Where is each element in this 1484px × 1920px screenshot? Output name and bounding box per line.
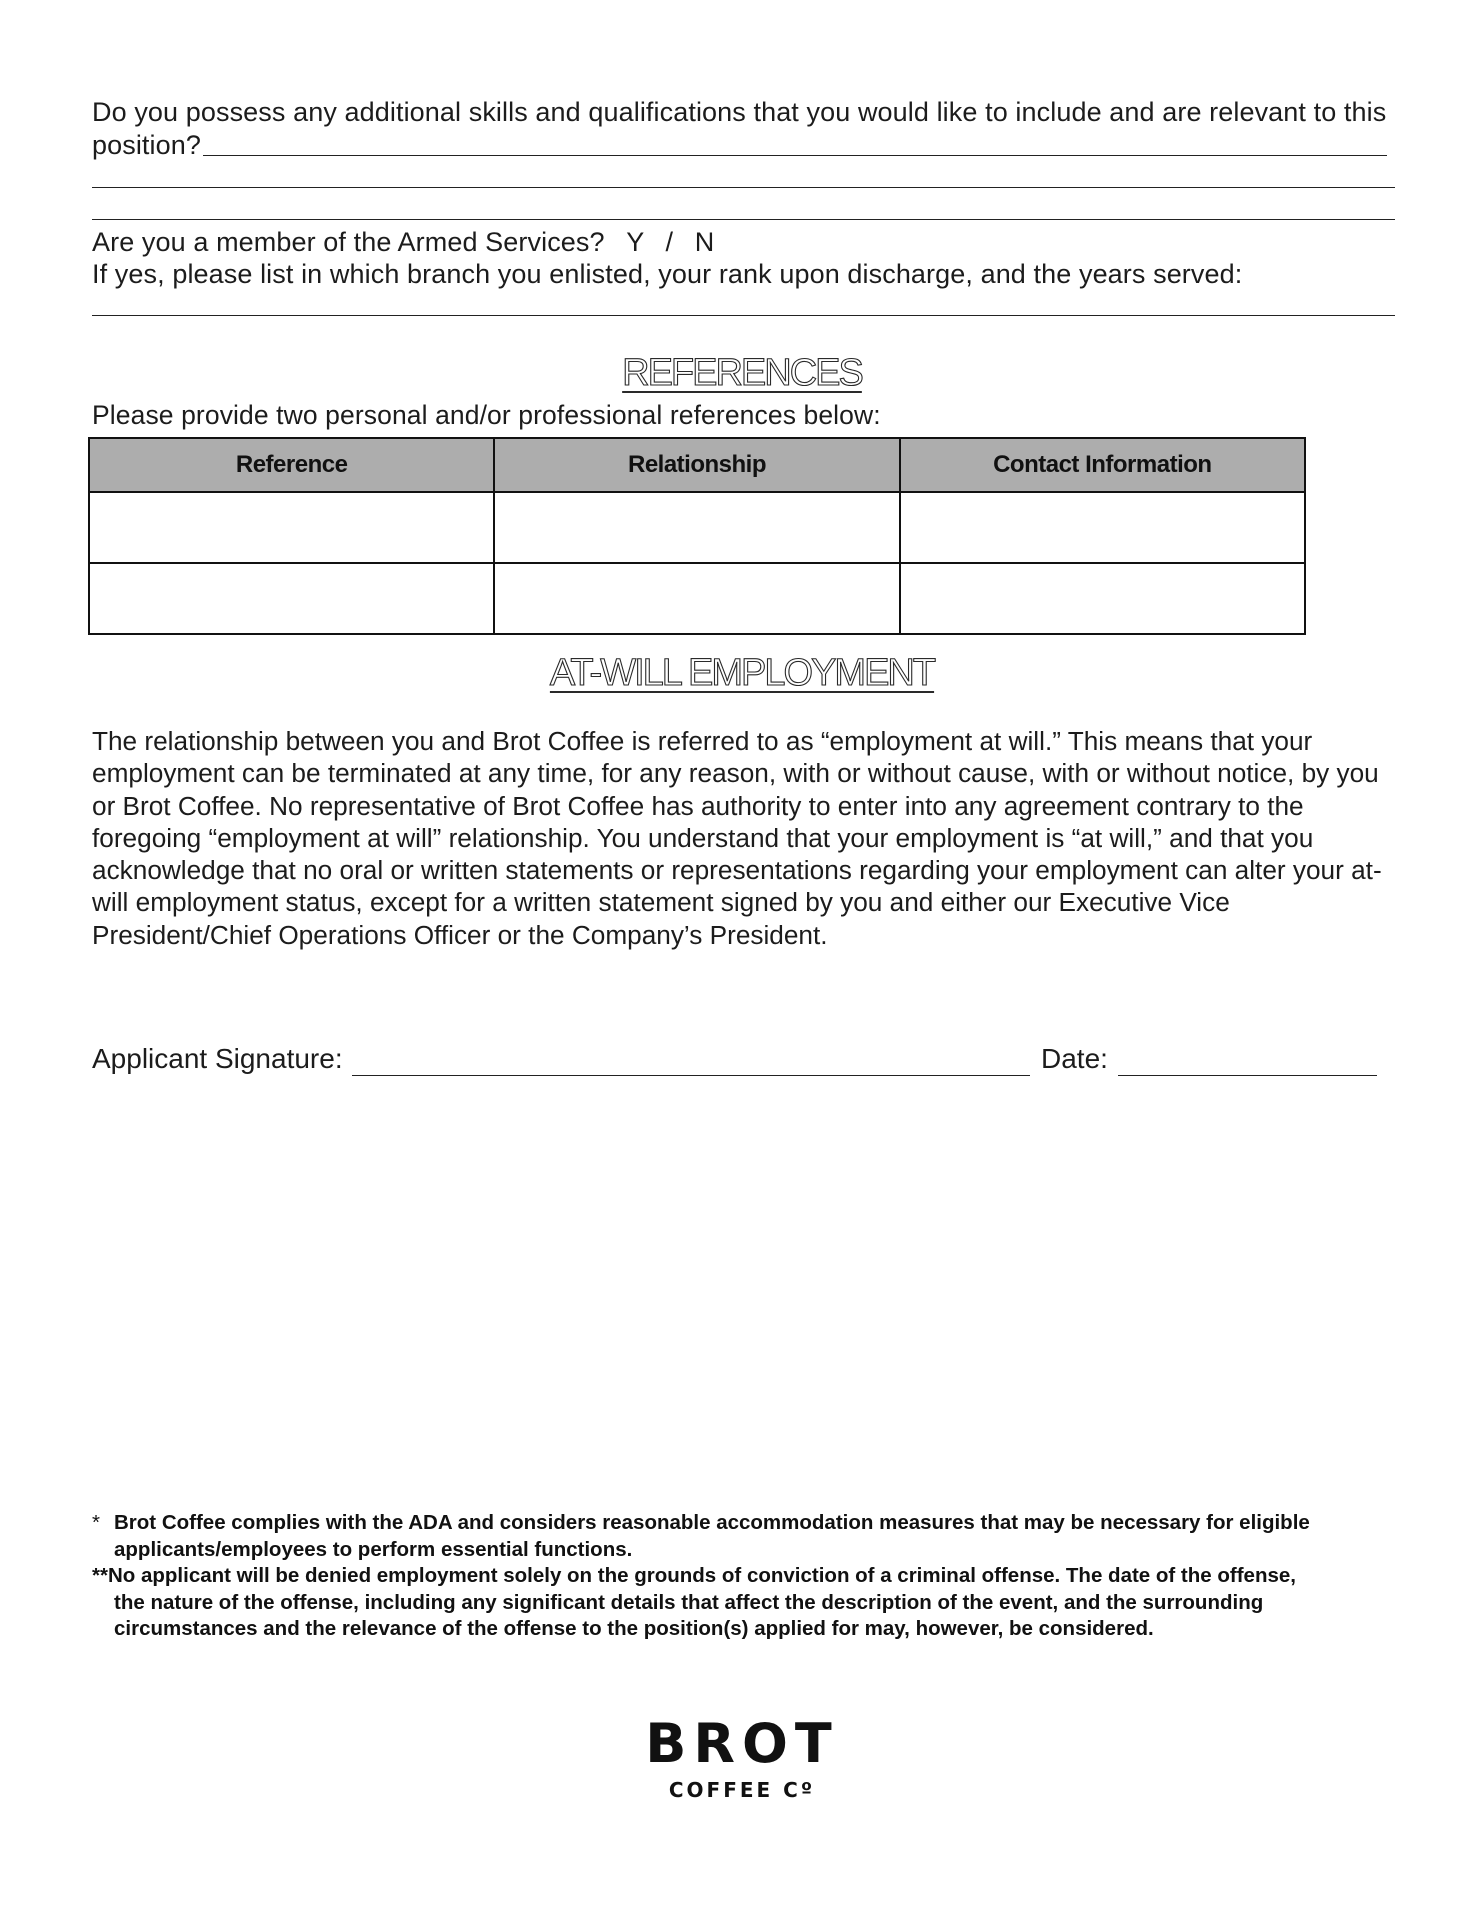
footnote-ada-line2: applicants/employees to perform essential functions. — [114, 1537, 633, 1561]
column-header-relationship: Relationship — [494, 438, 899, 492]
date-line[interactable] — [1118, 1075, 1377, 1076]
footnote-conviction-line3: circumstances and the relevance of the offense to the position(s) applied for may, however, be considered. — [114, 1617, 1154, 1640]
column-header-contact-information: Contact Information — [900, 438, 1305, 492]
brot-coffee-logo — [0, 1712, 1484, 1802]
at-will-line: The relationship between you and Brot Coffee is referred to as “employment at will.” This means that your — [92, 726, 1313, 756]
at-will-line: or Brot Coffee. No representative of Brot Coffee has authority to enter into any agreement contrary to the — [92, 790, 1304, 821]
at-will-line: President/Chief Operations Officer or the Company’s President. — [92, 919, 828, 950]
reference-cell[interactable] — [89, 563, 494, 634]
footnotes — [92, 1510, 1422, 1643]
contact-information-cell[interactable] — [900, 563, 1305, 634]
skills-answer-line-2[interactable] — [92, 187, 1395, 188]
armed-followup: If yes, please list in which branch you enlisted, your rank upon discharge, and the years served: — [92, 259, 1243, 289]
armed-slash: / — [665, 227, 674, 257]
relationship-cell[interactable] — [494, 563, 899, 634]
footnote-conviction-continuation-2 — [92, 1616, 1422, 1643]
signature-label: Applicant Signature: — [92, 1043, 343, 1074]
armed-services-label: Are you a member of the Armed Services? — [92, 227, 605, 257]
armed-yes-option[interactable]: Y — [626, 227, 644, 257]
at-will-line: acknowledge that no oral or written statements or representations regarding your employment can alter your at- — [92, 855, 1382, 886]
references-table — [88, 437, 1306, 635]
contact-information-cell[interactable] — [900, 492, 1305, 563]
reference-cell[interactable] — [89, 492, 494, 563]
footnote-conviction-line1: No applicant will be denied employment solely on the grounds of conviction of a criminal offense. The date of the offense, — [107, 1564, 1296, 1587]
at-will-title-text: AT-WILL EMPLOYMENT — [549, 652, 935, 694]
at-will-paragraph — [92, 725, 1392, 951]
skills-answer-line-1[interactable] — [203, 155, 1387, 156]
logo-brand: BROT — [645, 1712, 839, 1775]
armed-services-question — [92, 226, 714, 259]
armed-answer-line[interactable] — [92, 315, 1395, 316]
at-will-line: foregoing “employment at will” relationship. You understand that your employment is “at will,” and that you — [92, 822, 1314, 853]
date-row — [1041, 1043, 1108, 1075]
footnote-ada — [92, 1510, 1422, 1537]
relationship-cell[interactable] — [494, 492, 899, 563]
footnote-mark: * — [92, 1511, 100, 1534]
at-will-title — [0, 652, 1484, 695]
at-will-line: will employment status, except for a written statement signed by you and either our Executive Vice — [92, 887, 1230, 918]
footnote-conviction-continuation-1 — [92, 1590, 1422, 1617]
footnote-ada-continuation — [92, 1537, 1422, 1564]
skills-answer-line-3[interactable] — [92, 219, 1395, 220]
footnote-conviction-line2: the nature of the offense, including any significant details that affect the description of the event, and the surrounding — [114, 1590, 1264, 1614]
column-header-reference: Reference — [89, 438, 494, 492]
references-header-row — [89, 438, 1305, 492]
footnote-ada-line1: Brot Coffee complies with the ADA and considers reasonable accommodation measures that may be necessary for eligible — [114, 1511, 1310, 1534]
armed-no-option[interactable]: N — [694, 227, 715, 257]
footnote-conviction — [92, 1563, 1422, 1590]
references-title-text: REFERENCES — [622, 352, 862, 394]
table-row — [89, 492, 1305, 563]
skills-question-prefix: position? — [92, 130, 201, 160]
references-title — [0, 352, 1484, 395]
references-instruction: Please provide two personal and/or professional references below: — [92, 400, 881, 430]
date-label: Date: — [1041, 1043, 1108, 1074]
table-row — [89, 563, 1305, 634]
skills-question — [92, 96, 1386, 162]
logo-subtitle: COFFEE Cº — [668, 1778, 816, 1802]
skills-question-line2 — [92, 129, 1386, 162]
skills-question-line1: Do you possess any additional skills and qualifications that you would like to include and are relevant to this — [92, 97, 1387, 127]
footnote-mark: ** — [92, 1564, 108, 1587]
signature-row — [92, 1043, 343, 1075]
signature-line[interactable] — [352, 1075, 1030, 1076]
at-will-line: employment can be terminated at any time, for any reason, with or without cause, with or without notice, by you — [92, 758, 1379, 789]
